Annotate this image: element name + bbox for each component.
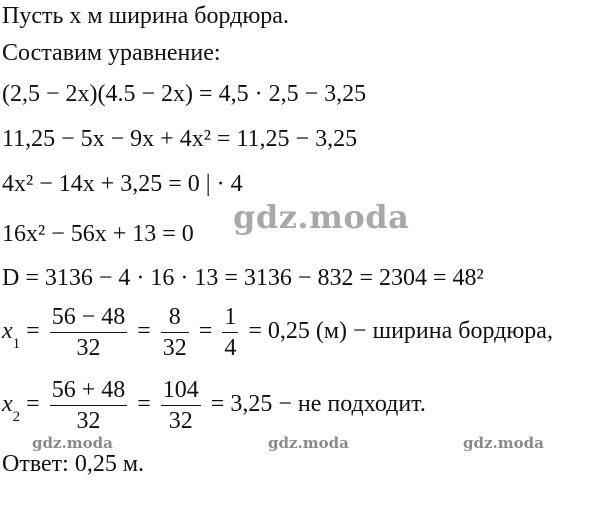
root-2-var: x	[2, 391, 13, 418]
equation-4-text: 16x² − 56x + 13 = 0	[2, 221, 194, 247]
root-1-var: x	[2, 318, 13, 345]
watermark-large: gdz.moda	[233, 198, 410, 236]
intro-line	[2, 4, 289, 28]
root-2-line: $x_2$ = $\frac{56 + 48}{32}$ = $\frac{104}{32}$ = 3,25 − не подходит.	[2, 377, 426, 434]
equation-3-text: 4x² − 14x + 3,25 = 0 | · 4	[2, 171, 243, 197]
equation-4	[2, 222, 194, 246]
root-1-den-a: 32	[76, 335, 101, 361]
root-1-den-c: 4	[224, 335, 237, 361]
intro-text: Пусть x м ширина бордюра.	[2, 3, 289, 29]
root-2-num-a: 56 + 48	[50, 375, 128, 406]
equation-3	[2, 172, 243, 196]
discriminant-line	[2, 266, 484, 290]
compose-text: Составим уравнение:	[2, 40, 221, 66]
equation-2	[2, 127, 357, 151]
root-2-sub: 2	[12, 408, 21, 425]
root-1-den-b: 32	[162, 335, 187, 361]
equation-1	[2, 82, 366, 106]
root-1-fraction-a	[50, 302, 128, 363]
compose-line	[2, 41, 221, 65]
root-1-fraction-c	[222, 302, 238, 363]
root-2-fraction-a	[50, 375, 128, 436]
root-1-tail: = 0,25 (м) − ширина бордюра,	[248, 318, 553, 345]
equation-1-text: (2,5 − 2x)(4.5 − 2x) = 4,5 · 2,5 − 3,25	[2, 81, 367, 107]
root-1-fraction-b	[161, 302, 189, 363]
root-2-tail: = 3,25 − не подходит.	[210, 391, 426, 418]
root-2-fraction-b	[161, 375, 201, 436]
root-2-num-b: 104	[161, 375, 201, 406]
watermark-small-center: gdz.moda	[268, 434, 349, 452]
discriminant-text: D = 3136 − 4 · 16 · 13 = 3136 − 832 = 2304 = 48²	[2, 265, 484, 291]
watermark-small-right: gdz.moda	[463, 434, 544, 452]
root-1-num-b: 8	[161, 302, 189, 333]
root-2-den-a: 32	[76, 408, 101, 434]
root-1-num-a: 56 − 48	[50, 302, 128, 333]
watermark-small-left: gdz.moda	[32, 434, 113, 452]
root-1-line: $x_1$ = $\frac{56 - 48}{32}$ = $\frac{8}{32}$ = $\frac{1}{4}$ = 0,25 (м) − ширина бордюра,	[2, 304, 553, 361]
root-1-sub: 1	[12, 335, 21, 352]
equation-2-text: 11,25 − 5x − 9x + 4x² = 11,25 − 3,25	[2, 126, 358, 152]
root-1-num-c: 1	[222, 302, 238, 333]
answer-text: Ответ: 0,25 м.	[2, 451, 145, 477]
answer-line	[2, 452, 144, 476]
root-2-den-b: 32	[168, 408, 193, 434]
